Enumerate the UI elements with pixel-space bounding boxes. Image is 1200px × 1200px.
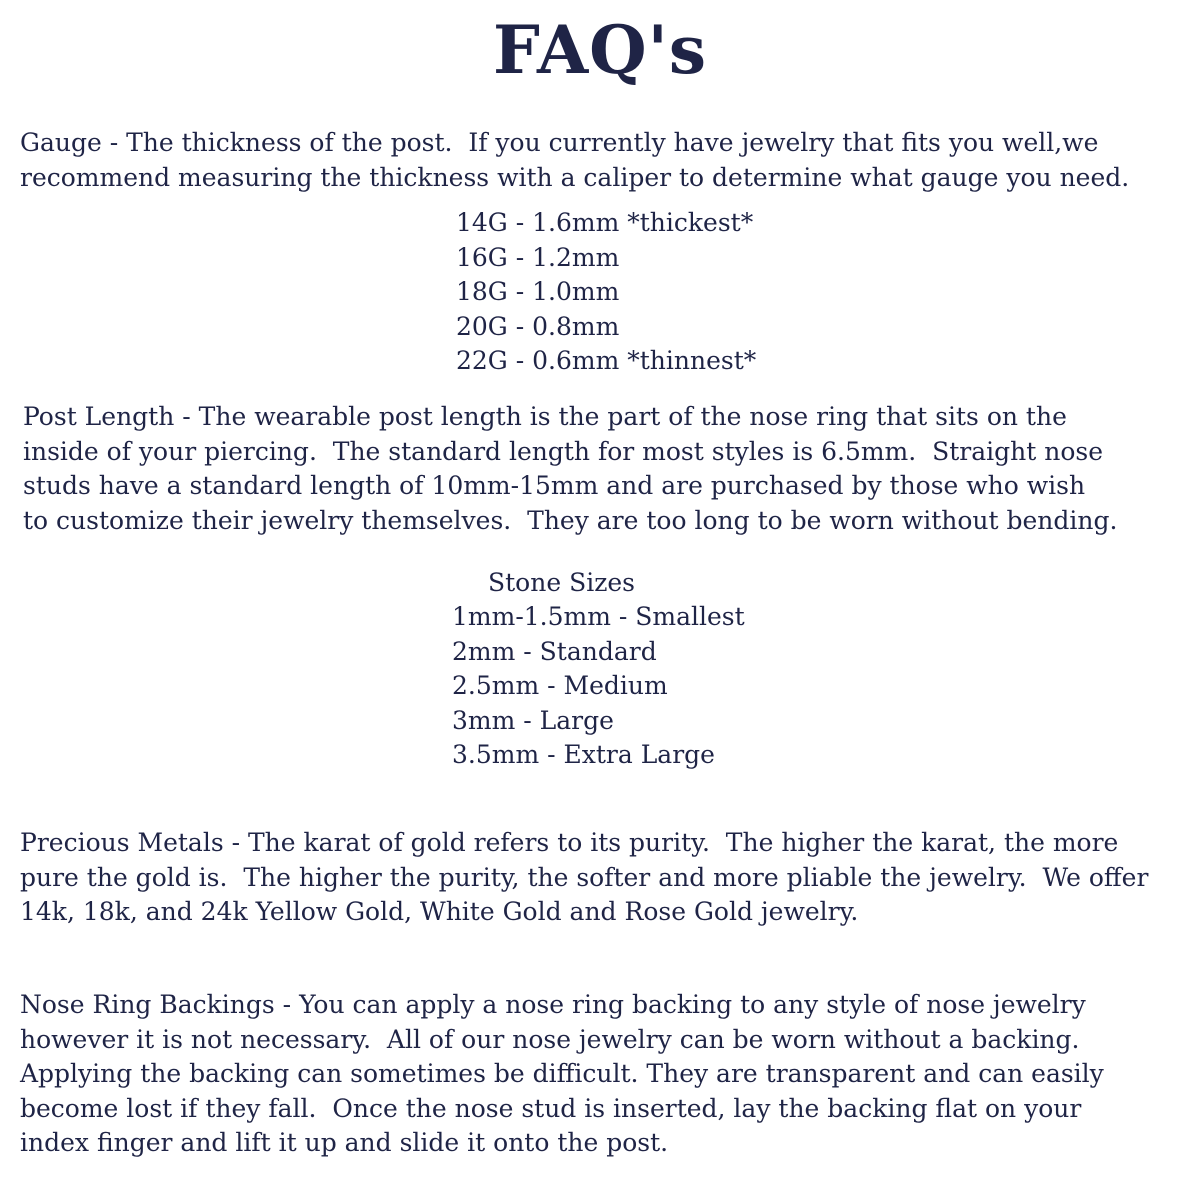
nose-ring-backings-paragraph — [20, 988, 1104, 1161]
stone-size-item: 3mm - Large — [452, 705, 614, 735]
post-length-paragraph — [23, 400, 1117, 538]
gauge-size-item: 20G - 0.8mm — [456, 311, 620, 341]
text-line: Nose Ring Backings - You can apply a nose ring backing to any style of nose jewelry — [20, 990, 1086, 1019]
text-line: Precious Metals - The karat of gold refers to its purity. The higher the karat, the more — [20, 828, 1119, 857]
gauge-size-item: 16G - 1.2mm — [456, 242, 620, 272]
gauge-size-item: 18G - 1.0mm — [456, 277, 620, 306]
text-line: become lost if they fall. Once the nose stud is inserted, lay the backing flat on your — [20, 1093, 1082, 1123]
text-line: however it is not necessary. All of our nose jewelry can be worn without a backing. — [20, 1024, 1080, 1054]
text-line: studs have a standard length of 10mm-15mm and are purchased by those who wish — [23, 471, 1086, 500]
stone-size-item: 3.5mm - Extra Large — [452, 740, 715, 769]
text-line: Post Length - The wearable post length is the part of the nose ring that sits on the — [23, 402, 1067, 431]
gauge-size-list — [456, 206, 756, 379]
page-title: FAQ's — [492, 11, 708, 89]
stone-size-list — [452, 600, 745, 773]
stone-size-item: 1mm-1.5mm - Smallest — [452, 602, 745, 631]
gauge-size-item: 14G - 1.6mm *thickest* — [456, 208, 754, 237]
precious-metals-paragraph — [20, 826, 1148, 930]
text-line: recommend measuring the thickness with a caliper to determine what gauge you need. — [20, 162, 1130, 192]
stone-size-item: 2.5mm - Medium — [452, 671, 668, 700]
text-line: to customize their jewelry themselves. They are too long to be worn without bending. — [23, 505, 1118, 535]
gauge-paragraph — [20, 126, 1129, 195]
text-line: 14k, 18k, and 24k Yellow Gold, White Gold and Rose Gold jewelry. — [20, 897, 859, 926]
text-line: index finger and lift it up and slide it onto the post. — [20, 1128, 669, 1157]
stone-size-item: 2mm - Standard — [452, 636, 657, 666]
text-line: Applying the backing can sometimes be difficult. They are transparent and can easily — [20, 1059, 1104, 1088]
text-line: inside of your piercing. The standard length for most styles is 6.5mm. Straight nose — [23, 436, 1104, 466]
text-line: pure the gold is. The higher the purity, the softer and more pliable the jewelry. We offer — [20, 862, 1149, 892]
text-line: Gauge - The thickness of the post. If you currently have jewelry that fits you well,we — [20, 128, 1099, 157]
stone-sizes-heading: Stone Sizes — [488, 568, 635, 597]
gauge-size-item: 22G - 0.6mm *thinnest* — [456, 346, 757, 375]
